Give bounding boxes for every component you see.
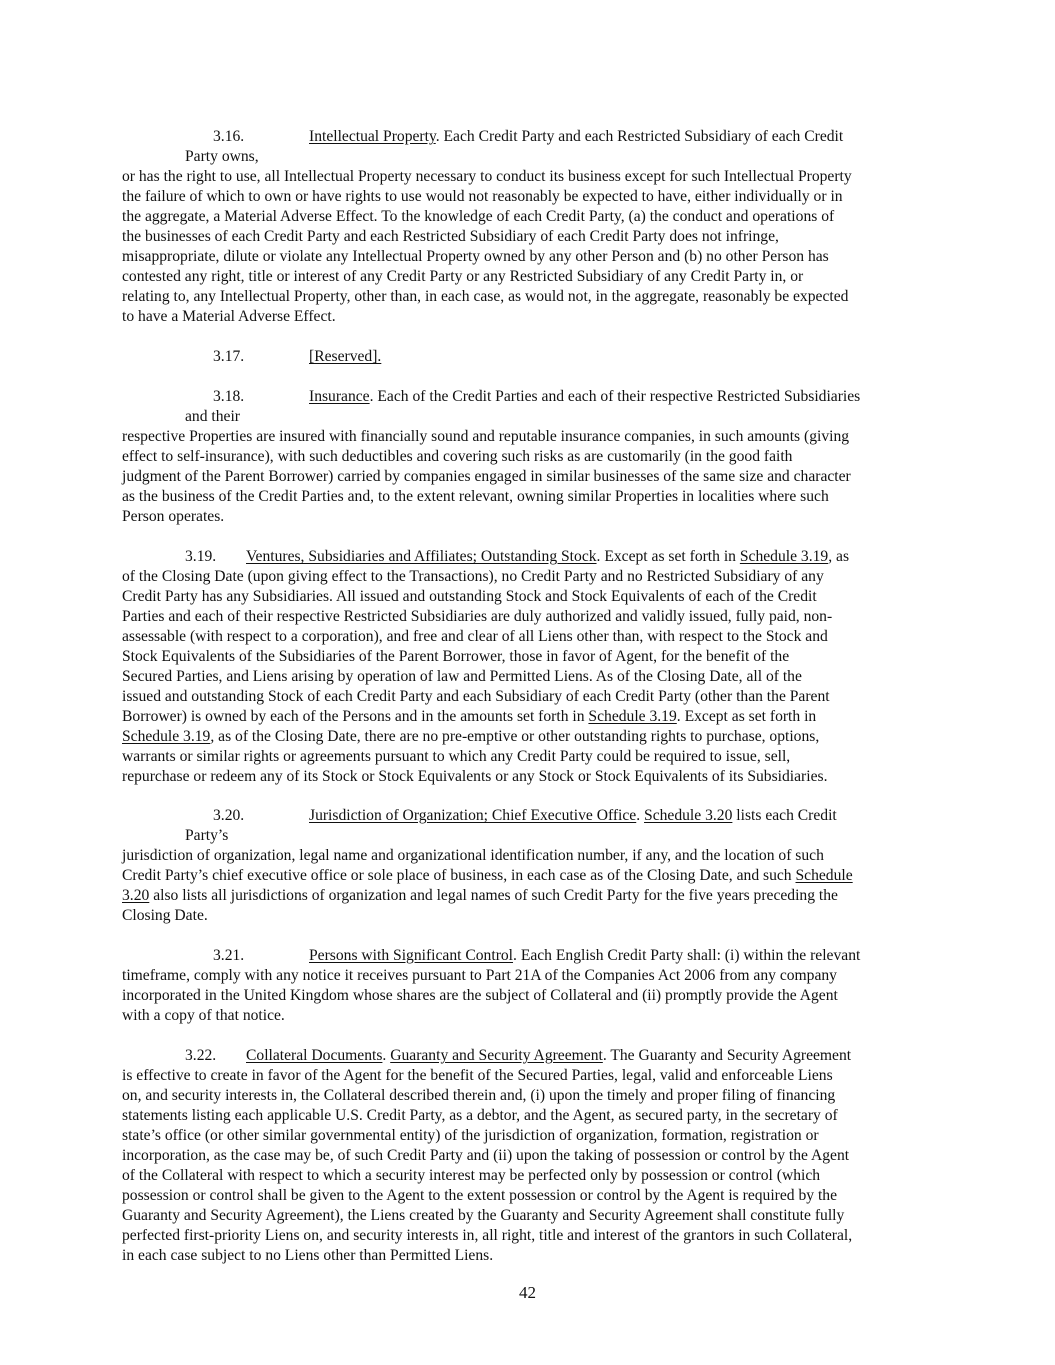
text-line: misappropriate, dilute or violate any Intellectual Property owned by any other Person and (b) no other Person has (122, 248, 829, 265)
section-number: 3.22. (185, 1047, 217, 1064)
text-line: of the Closing Date (upon giving effect to the Transactions), no Credit Party and no Restricted Subsidiary of any (122, 568, 824, 585)
text-line: perfected first-priority Liens on, and security interests in, all right, title and interest of the grantors in such Collateral, (122, 1227, 853, 1244)
text-line: contested any right, title or interest of any Credit Party or any Restricted Subsidiary of any Credit Party in, or (122, 268, 804, 285)
text-line: in each case subject to no Liens other than Permitted Liens. (122, 1247, 494, 1264)
text-line: judgment of the Parent Borrower) carried by companies engaged in similar businesses of the same size and character (122, 468, 851, 485)
text-line: on, and security interests in, the Collateral described therein and, (i) upon the timely and proper filing of financing (122, 1087, 836, 1104)
text-line: of the Collateral with respect to which a security interest may be perfected only by possession or control (which (122, 1167, 821, 1184)
text-line: Credit Party’s chief executive office or sole place of business, in each case as of the Closing Date, and such Schedule (122, 867, 853, 884)
section-heading: Ventures, Subsidiaries and Affiliates; Outstanding Stock (246, 548, 597, 565)
text-line: and their (185, 408, 240, 425)
section-heading: [Reserved]. (309, 348, 382, 365)
text-line: the failure of which to own or have rights to use would not reasonably be expected to have, either individually or in (122, 188, 843, 205)
text-line: possession or control shall be given to the Agent to the extent possession or control by the Agent is required by the (122, 1187, 838, 1204)
schedule-reference: Schedule 3.19 (122, 728, 211, 745)
text-line: Stock Equivalents of the Subsidiaries of the Parent Borrower, those in favor of Agent, for the benefit of the (122, 648, 790, 665)
text-line: the aggregate, a Material Adverse Effect. To the knowledge of each Credit Party, (a) the conduct and operations of (122, 208, 835, 225)
text-line: Credit Party has any Subsidiaries. All issued and outstanding Stock and Stock Equivalents of each of the Credit (122, 588, 817, 605)
section-heading-line: Ventures, Subsidiaries and Affiliates; Outstanding Stock. Except as set forth in Schedule 3.19, as (246, 548, 850, 565)
section-heading: Intellectual Property (309, 128, 436, 145)
schedule-reference: Schedule (795, 867, 853, 884)
section-heading-line: Jurisdiction of Organization; Chief Executive Office. Schedule 3.20 lists each Credit (309, 807, 837, 824)
section-heading: Collateral Documents (246, 1047, 383, 1064)
text-line: issued and outstanding Stock of each Credit Party and each Subsidiary of each Credit Party (other than the Parent (122, 688, 830, 705)
section-number: 3.18. (213, 388, 245, 405)
text-line: warrants or similar rights or agreements pursuant to which any Credit Party could be required to issue, sell, (122, 748, 791, 765)
text-line: as the business of the Credit Parties and, to the extent relevant, owning similar Properties in localities where such (122, 488, 829, 505)
section-heading: Insurance (309, 388, 370, 405)
text-line: Guaranty and Security Agreement), the Liens created by the Guaranty and Security Agreement shall constitute fully (122, 1207, 845, 1224)
text-line: incorporation, as the case may be, of such Credit Party and (ii) upon the taking of possession or control by the Agent (122, 1147, 850, 1164)
text-line: timeframe, comply with any notice it receives pursuant to Part 21A of the Companies Act 2006 from any company (122, 967, 837, 984)
section-heading-line: Insurance. Each of the Credit Parties and each of their respective Restricted Subsidiaries (309, 388, 861, 405)
section-heading-line: Intellectual Property. Each Credit Party and each Restricted Subsidiary of each Credit (309, 128, 844, 145)
section-number: 3.21. (213, 947, 245, 964)
section-heading: Jurisdiction of Organization; Chief Executive Office (309, 807, 637, 824)
text-line: repurchase or redeem any of its Stock or Stock Equivalents or any Stock or Stock Equivalents of its Subsidiaries. (122, 768, 828, 785)
text-line: assessable (with respect to a corporation), and free and clear of all Liens other than, with respect to the Stock and (122, 628, 828, 645)
text-line: effect to self-insurance), with such deductibles and covering such risks as are customarily (in the good faith (122, 448, 793, 465)
section-heading: Persons with Significant Control (309, 947, 514, 964)
text-line: Schedule 3.19, as of the Closing Date, there are no pre-emptive or other outstanding rights to purchase, options, (122, 728, 820, 745)
text-line: incorporated in the United Kingdom whose shares are the subject of Collateral and (ii) promptly provide the Agent (122, 987, 838, 1004)
sub-heading: Guaranty and Security Agreement (390, 1047, 603, 1064)
text-line: is effective to create in favor of the Agent for the benefit of the Secured Parties, legal, valid and enforceable Liens (122, 1067, 833, 1084)
text-line: Borrower) is owned by each of the Persons and in the amounts set forth in Schedule 3.19. Except as set forth in (122, 708, 817, 725)
schedule-reference: Schedule 3.19 (739, 548, 829, 565)
text-line: the businesses of each Credit Party and each Restricted Subsidiary of each Credit Party does not infringe, (122, 228, 779, 245)
text-line: or has the right to use, all Intellectual Property necessary to conduct its business except for such Intellectual Property (122, 168, 852, 185)
section-number: 3.19. (185, 548, 217, 565)
section-heading-line: Persons with Significant Control. Each English Credit Party shall: (i) within the relevant (309, 947, 861, 964)
text-line: jurisdiction of organization, legal name and organizational identification number, if any, and the location of such (122, 847, 824, 864)
text-line: Party owns, (185, 148, 259, 165)
text-line: Person operates. (122, 508, 225, 525)
text-line: 3.20 also lists all jurisdictions of organization and legal names of such Credit Party for the five years preceding the (122, 887, 838, 904)
section-heading-line: Collateral Documents. Guaranty and Security Agreement. The Guaranty and Security Agreement (246, 1047, 852, 1064)
text-line: Parties and each of their respective Restricted Subsidiaries are duly authorized and validly issued, fully paid, non- (122, 608, 833, 625)
text-line: respective Properties are insured with financially sound and reputable insurance companies, in such amounts (giving (122, 428, 850, 445)
schedule-reference: 3.20 (122, 887, 150, 904)
schedule-reference: Schedule 3.19 (588, 708, 677, 725)
text-line: Closing Date. (122, 907, 208, 924)
section-number: 3.17. (213, 348, 245, 365)
text-line: to have a Material Adverse Effect. (122, 308, 336, 325)
text-line: Party’s (185, 827, 229, 844)
schedule-reference: Schedule 3.20 (644, 807, 733, 824)
page-number: 42 (519, 1283, 536, 1302)
text-line: with a copy of that notice. (122, 1007, 285, 1024)
text-line: state’s office (or other similar governmental entity) of the jurisdiction of organization, formation, registration or (122, 1127, 819, 1144)
section-number: 3.16. (213, 128, 245, 145)
section-number: 3.20. (213, 807, 245, 824)
text-line: statements listing each applicable U.S. Credit Party, as a debtor, and the Agent, as secured party, in the secretary of (122, 1107, 838, 1124)
text-line: relating to, any Intellectual Property, other than, in each case, as would not, in the aggregate, reasonably be expected (122, 288, 849, 305)
text-line: Secured Parties, and Liens arising by operation of law and Permitted Liens. As of the Closing Date, all of the (122, 668, 802, 685)
